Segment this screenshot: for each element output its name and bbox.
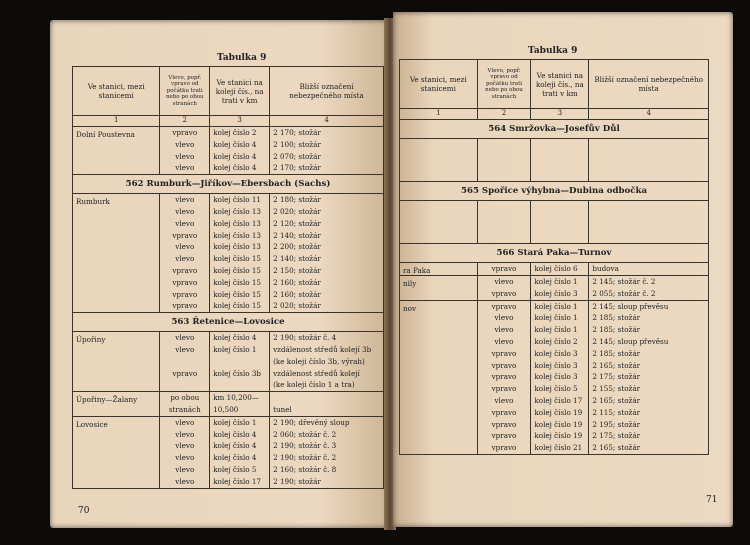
column-header: Bližší označení nebezpečného místa [270,67,384,116]
note-cell-line: tunel [273,404,292,414]
track-cell-line: kolej číslo 13 [213,242,262,252]
table-row [400,263,709,276]
note-cell-line: 2 020; stožár [273,206,321,216]
empty-cell [531,201,589,244]
note-cell-line: 2 150; stožár [273,265,321,275]
track-cell [531,300,589,454]
track-cell-line: kolej číslo 1 [213,417,257,427]
side-cell-line: vpravo [491,419,517,429]
track-cell-line: kolej číslo 11 [213,195,262,205]
note-cell [589,276,709,301]
track-cell-line: kolej číslo 13 [213,218,262,228]
empty-cell [477,139,531,182]
note-cell-line: 2 055; stožár č. 2 [592,288,656,298]
table-caption-left: Tabulka 9 [217,53,267,63]
side-cell-line: vpravo [172,368,198,378]
side-cell-line: po obou [170,393,200,403]
header-row [400,60,709,109]
side-cell-line: vpravo [172,128,198,137]
note-cell-line: 2 200; stožár [273,242,321,252]
side-cell-line: vpravo [491,372,517,382]
note-cell-line: 2 020; stožár [273,301,321,311]
track-cell-line: kolej číslo 4 [213,139,257,149]
track-cell-line: kolej číslo 4 [213,163,257,173]
track-cell-line: kolej číslo 4 [213,333,257,343]
empty-cell [400,201,478,244]
side-cell [160,416,210,488]
track-cell-line: kolej číslo 3b [213,368,262,378]
track-cell-line: kolej číslo 19 [534,419,583,429]
column-header: Vlevo, popř. vpravo od počátku trati nebo po obou stranách [160,67,210,116]
column-header: Ve stanici na koleji čís., na trati v km [531,60,589,109]
side-cell-line: vlevo [175,453,195,463]
track-cell-line: kolej číslo 1 [534,325,578,335]
section-title: 564 Smržovka—Josefův Důl [400,120,709,139]
track-cell [210,416,270,488]
side-cell-line: vlevo [175,464,195,474]
note-cell-line: budova [592,264,619,273]
side-cell-line: vpravo [172,301,198,311]
note-cell-line: (ke koleji číslo 1 a tra) [273,380,355,390]
side-cell-line: vpravo [491,360,517,370]
side-cell-line: vlevo [175,151,195,161]
side-cell-line: vlevo [175,429,195,439]
station-name: Lovosice [73,416,160,488]
empty-cell [477,201,531,244]
table-row [400,276,709,301]
track-cell-line: kolej číslo 5 [534,384,578,394]
note-cell-line: 2 175; stožár [592,372,641,382]
note-cell-line: 2 190; dřevěný sloup [273,417,350,427]
track-cell [531,263,589,276]
station-name: Rumburk [73,194,160,313]
section-title: 566 Stará Paka—Turnov [400,244,709,263]
side-cell [477,300,531,454]
track-cell-line [213,356,266,368]
section-header-row [73,175,384,194]
side-cell-line [163,356,206,368]
station-name: nily [400,276,478,301]
note-cell-line: 2 140; stožár [273,254,321,264]
side-cell-line: vlevo [175,218,195,228]
table-row [73,392,384,417]
note-cell-line: 2 190; stožár č. 2 [273,453,337,463]
side-cell-line: vlevo [494,313,514,323]
empty-cell [589,139,709,182]
side-cell-line: vlevo [175,254,195,264]
section-header-row [73,313,384,332]
note-cell [270,332,384,392]
track-cell-line: kolej číslo 19 [534,407,583,417]
station-name: Dolní Poustevna [73,127,160,175]
track-cell-line: kolej číslo 1 [534,313,578,323]
table-row [73,416,384,488]
empty-cell [400,139,478,182]
section-title: 565 Spořice výhybna—Dubina odbočka [400,182,709,201]
side-cell-line: vpravo [172,289,198,299]
track-cell-line: kolej číslo 3 [534,360,578,370]
note-cell [589,263,709,276]
track-cell-line: kolej číslo 2 [534,336,578,346]
column-header: Vlevo, popř. vpravo od počátku trati nebo po obou stranách [477,60,531,109]
note-cell-line: 2 145; sloup převěsu [592,336,669,346]
track-cell-line: kolej číslo 3 [534,288,578,298]
railway-table-right [399,59,709,455]
side-cell-line: vlevo [494,336,514,346]
side-cell-line: vlevo [175,206,195,216]
side-cell-line: vpravo [491,431,517,441]
side-cell-line: vlevo [175,139,195,149]
side-cell-line: vpravo [491,264,517,273]
track-cell-line: kolej číslo 6 [534,264,578,273]
empty-row [400,139,709,182]
track-cell-line: kolej číslo 17 [534,395,583,405]
track-cell-line: kolej číslo 13 [213,206,262,216]
side-cell-line: vpravo [491,443,517,453]
section-header-row [400,244,709,263]
column-number: 1 [73,116,160,127]
note-cell-line: 2 190; stožár [273,476,321,486]
note-cell-line: 2 170; stožár [273,163,321,173]
note-cell-line: 2 185; stožár [592,348,641,358]
side-cell-line: vpravo [491,407,517,417]
track-cell-line: kolej číslo 15 [213,301,262,311]
track-cell-line: kolej číslo 1 [213,344,257,354]
column-header: Ve stanici, mezi stanicemi [400,60,478,109]
side-cell-line: stranách [168,404,201,414]
track-cell-line: kolej číslo 13 [213,230,262,240]
note-cell-line: 2 060; stožár č. 2 [273,429,337,439]
side-cell-line: vpravo [491,348,517,358]
note-cell-line: 2 160; stožár [273,277,321,287]
track-cell-line: kolej číslo 15 [213,289,262,299]
side-cell [160,127,210,175]
track-cell-line: kolej číslo 2 [213,128,257,137]
side-cell [477,276,531,301]
note-cell-line: 2 165; stožár [592,443,641,453]
column-number-row [73,116,384,127]
track-cell [210,194,270,313]
column-number: 4 [589,109,709,120]
side-cell-line: vlevo [175,163,195,173]
track-cell-line [213,379,266,391]
station-name: ra Paka [400,263,478,276]
note-cell-line: 2 070; stožár [273,151,321,161]
table-row [400,300,709,454]
note-cell-line: 2 180; stožár [273,195,321,205]
note-cell-line: 2 115; stožár [592,407,641,417]
table-row [73,127,384,175]
track-cell [210,392,270,417]
track-cell-line: kolej číslo 15 [213,265,262,275]
column-number: 4 [270,116,384,127]
note-cell-line: 2 190; stožár č. 3 [273,441,337,451]
column-number: 2 [160,116,210,127]
table-row [73,194,384,313]
side-cell [160,332,210,392]
note-cell [270,416,384,488]
note-cell [270,194,384,313]
side-cell-line: vpravo [491,288,517,298]
note-cell [589,300,709,454]
track-cell [210,127,270,175]
track-cell [210,332,270,392]
empty-cell [589,201,709,244]
track-cell-line: kolej číslo 5 [213,464,257,474]
note-cell-line: 2 160; stožár č. 8 [273,464,337,474]
note-cell-line: vzdálenost středů kolejí [273,368,360,378]
note-cell-line: 2 165; stožár [592,360,641,370]
section-header-row [400,182,709,201]
note-cell-line: 2 160; stožár [273,289,321,299]
side-cell [160,194,210,313]
track-cell-line: kolej číslo 4 [213,441,257,451]
column-number: 3 [210,116,270,127]
station-name: Úpořiny [73,332,160,392]
track-cell-line: kolej číslo 3 [534,372,578,382]
track-cell-line: kolej číslo 15 [213,254,262,264]
note-cell-line: 2 190; stožár č. 4 [273,333,337,343]
empty-cell [531,139,589,182]
side-cell-line: vlevo [175,441,195,451]
note-cell-line: vzdálenost středů kolejí 3b [273,344,372,354]
side-cell-line: vlevo [175,417,195,427]
table-row [73,332,384,392]
station-name: nov [400,300,478,454]
side-cell-line: vlevo [494,325,514,335]
column-number-row [400,109,709,120]
right-page [393,12,733,527]
side-cell-line: vpravo [172,265,198,275]
column-number: 3 [531,109,589,120]
table-caption-right: Tabulka 9 [528,46,578,56]
note-cell-line: 2 185; stožár [592,325,641,335]
track-cell-line: kolej číslo 4 [213,453,257,463]
note-cell-line: 2 145; stožár č. 2 [592,277,656,286]
station-name: Úpořiny—Žalany [73,392,160,417]
note-cell-line: 2 120; stožár [273,218,321,228]
track-cell-line: kolej číslo 3 [534,348,578,358]
side-cell-line: vlevo [175,195,195,205]
empty-row [400,201,709,244]
page-number-right: 71 [706,495,718,505]
note-cell-line: 2 155; stožár [592,384,641,394]
track-cell [531,276,589,301]
note-cell-line: 2 165; stožár [592,395,641,405]
railway-table-left [72,66,384,489]
track-cell-line: kolej číslo 4 [213,429,257,439]
column-header: Ve stanici, mezi stanicemi [73,67,160,116]
track-cell-line: kolej číslo 4 [213,151,257,161]
section-header-row [400,120,709,139]
left-page [50,20,388,528]
column-number: 1 [400,109,478,120]
column-header: Ve stanici na koleji čís., na trati v km [210,67,270,116]
note-cell-line: 2 100; stožár [273,139,321,149]
track-cell-line: 10,500 [213,404,239,414]
note-cell-line: 2 170; stožár [273,128,321,137]
note-cell-line: 2 195; stožár [592,419,641,429]
track-cell-line: kolej číslo 15 [213,277,262,287]
track-cell-line: kolej číslo 1 [534,277,578,286]
track-cell-line: kolej číslo 21 [534,443,583,453]
side-cell-line: vlevo [175,333,195,343]
track-cell-line: kolej číslo 17 [213,476,262,486]
note-cell-line: 2 175; stožár [592,431,641,441]
side-cell-line: vlevo [175,242,195,252]
note-cell [270,127,384,175]
side-cell-line: vlevo [175,344,195,354]
side-cell-line: vpravo [491,384,517,394]
side-cell-line: vpravo [172,230,198,240]
side-cell-line: vpravo [172,277,198,287]
track-cell-line: kolej číslo 19 [534,431,583,441]
note-cell-line [273,392,380,404]
column-header: Bližší označení nebezpečného místa [589,60,709,109]
side-cell-line: vlevo [494,395,514,405]
section-title: 563 Řetenice—Lovosice [73,313,384,332]
note-cell-line: (ke koleji číslo 3b, výrah) [273,356,365,366]
header-row [73,67,384,116]
page-number-left: 70 [78,506,90,516]
note-cell [270,392,384,417]
track-cell-line: kolej číslo 1 [534,301,578,311]
side-cell-line [163,379,206,391]
section-title: 562 Rumburk—Jiříkov—Ebersbach (Sachs) [73,175,384,194]
side-cell [160,392,210,417]
note-cell-line: 2 185; stožár [592,313,641,323]
side-cell-line: vlevo [494,277,514,286]
note-cell-line: 2 140; stožár [273,230,321,240]
note-cell-line: 2 145; sloup převěsu [592,301,669,311]
track-cell-line: km 10,200— [213,393,259,403]
side-cell [477,263,531,276]
side-cell-line: vpravo [491,301,517,311]
column-number: 2 [477,109,531,120]
side-cell-line: vlevo [175,476,195,486]
